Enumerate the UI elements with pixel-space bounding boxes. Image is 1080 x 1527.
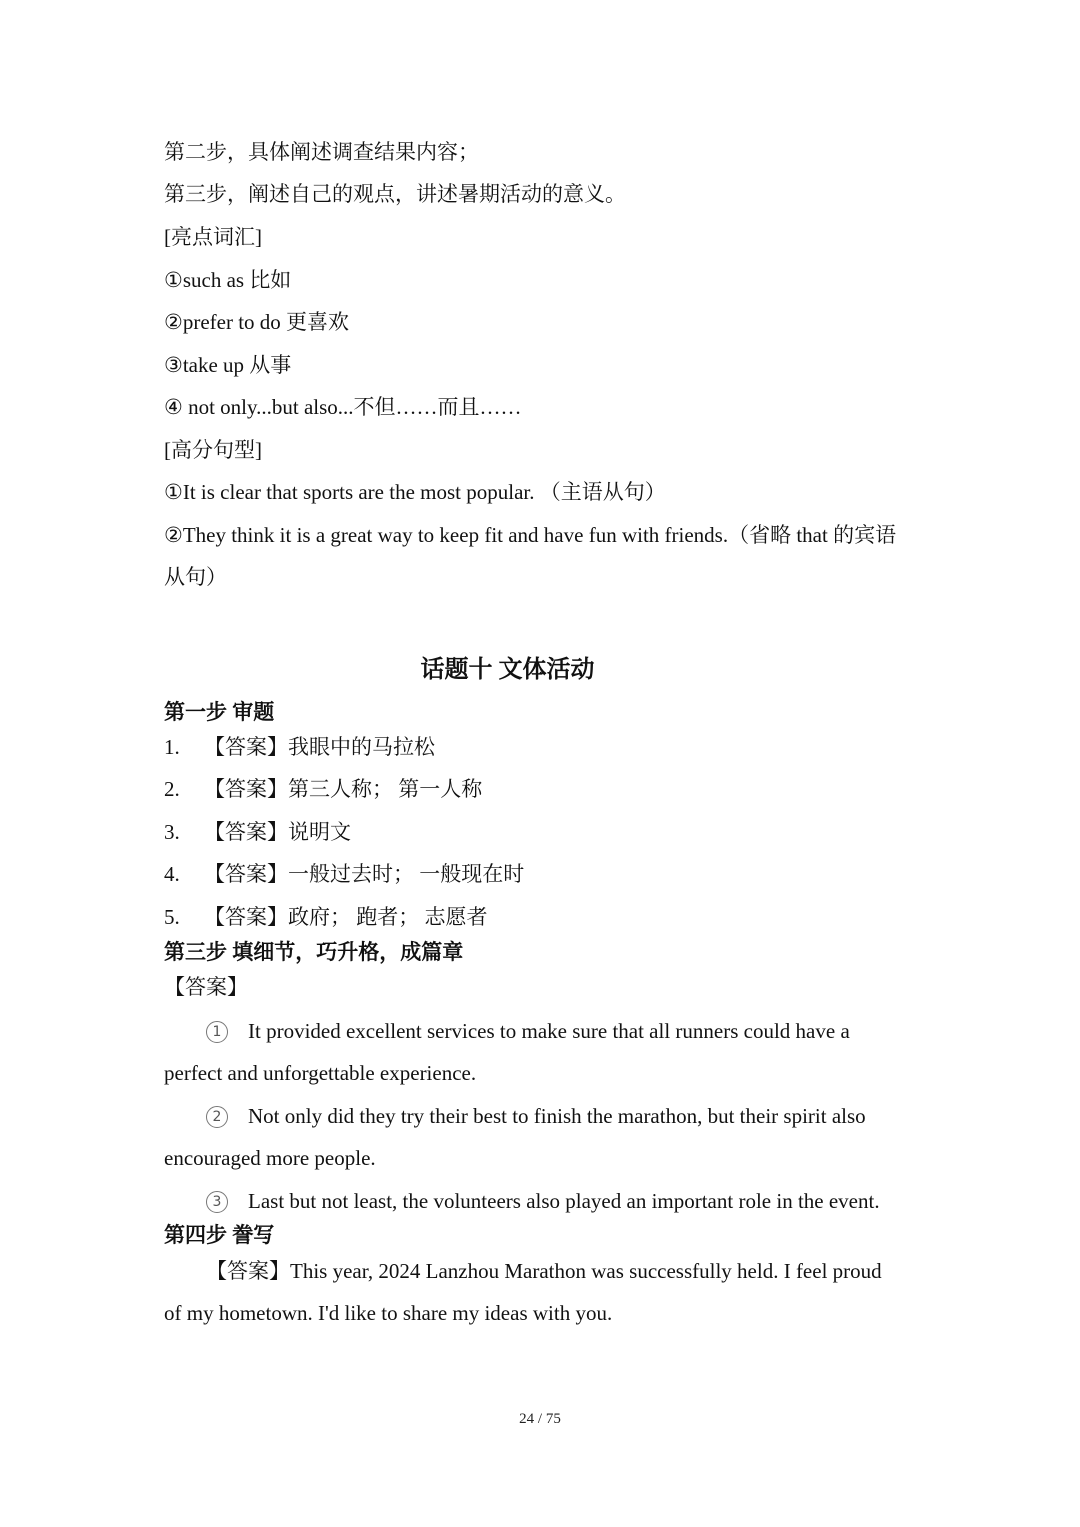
answer-row: [164, 733, 435, 761]
step4-heading: 第四步 誊写: [164, 1223, 275, 1247]
answer-text: 【答案】我眼中的马拉松: [204, 735, 435, 759]
answer-number: 2.: [164, 777, 180, 801]
circled-number-1: 1: [206, 1021, 228, 1043]
topic-title: 话题十 文体活动: [420, 657, 595, 683]
sentence-item: ②They think it is a great way to keep fit and have fun with friends.（省略 that 的宾语: [164, 523, 897, 547]
final-answer-line: 【答案】This year, 2024 Lanzhou Marathon was successfully held. I feel proud: [206, 1259, 882, 1283]
answer-row: [164, 775, 482, 803]
step3-heading: 第三步 填细节，巧升格，成篇章: [164, 940, 464, 964]
vocab-heading: [亮点词汇]: [164, 225, 262, 249]
vocab-item: ①such as 比如: [164, 268, 292, 292]
step1-heading: 第一步 审题: [164, 700, 275, 724]
sentence-item: ①It is clear that sports are the most popular. （主语从句）: [164, 480, 666, 504]
final-answer-line: of my hometown. I'd like to share my ideas with you.: [164, 1301, 613, 1325]
improved-sentence-text: It provided excellent services to make sure that all runners could have a: [248, 1019, 850, 1043]
answer-number: 1.: [164, 735, 180, 759]
circled-number-3: 3: [206, 1191, 228, 1213]
improved-sentence-continued: perfect and unforgettable experience.: [164, 1061, 477, 1085]
answer-row: [164, 818, 351, 846]
improved-sentence: [206, 1187, 880, 1215]
page-number: 24 / 75: [519, 1411, 561, 1427]
answer-number: 4.: [164, 862, 180, 886]
improved-sentence: [206, 1017, 850, 1045]
vocab-item: ④ not only...but also...不但……而且……: [164, 395, 522, 419]
answer-number: 3.: [164, 820, 180, 844]
improved-sentence-text: Last but not least, the volunteers also played an important role in the event.: [248, 1189, 880, 1213]
answer-text: 【答案】第三人称； 第一人称: [204, 777, 483, 801]
answer-row: [164, 860, 524, 888]
circled-number-2: 2: [206, 1106, 228, 1128]
answer-row: [164, 903, 488, 931]
step2-text: 第二步，具体阐述调查结果内容；: [164, 140, 479, 164]
answer-text: 【答案】一般过去时； 一般现在时: [204, 862, 525, 886]
improved-sentence-text: Not only did they try their best to finish the marathon, but their spirit also: [248, 1104, 866, 1128]
answer-number: 5.: [164, 905, 180, 929]
vocab-item: ③take up 从事: [164, 353, 292, 377]
improved-sentence: [206, 1102, 866, 1130]
answer-text: 【答案】政府； 跑者； 志愿者: [204, 905, 488, 929]
sentence-item-continued: 从句）: [164, 565, 227, 589]
answer-label: 【答案】: [164, 975, 248, 999]
step3-text: 第三步，阐述自己的观点，讲述暑期活动的意义。: [164, 182, 626, 206]
sentence-heading: [高分句型]: [164, 438, 262, 462]
answer-text: 【答案】说明文: [204, 820, 351, 844]
vocab-item: ②prefer to do 更喜欢: [164, 310, 350, 334]
improved-sentence-continued: encouraged more people.: [164, 1146, 376, 1170]
